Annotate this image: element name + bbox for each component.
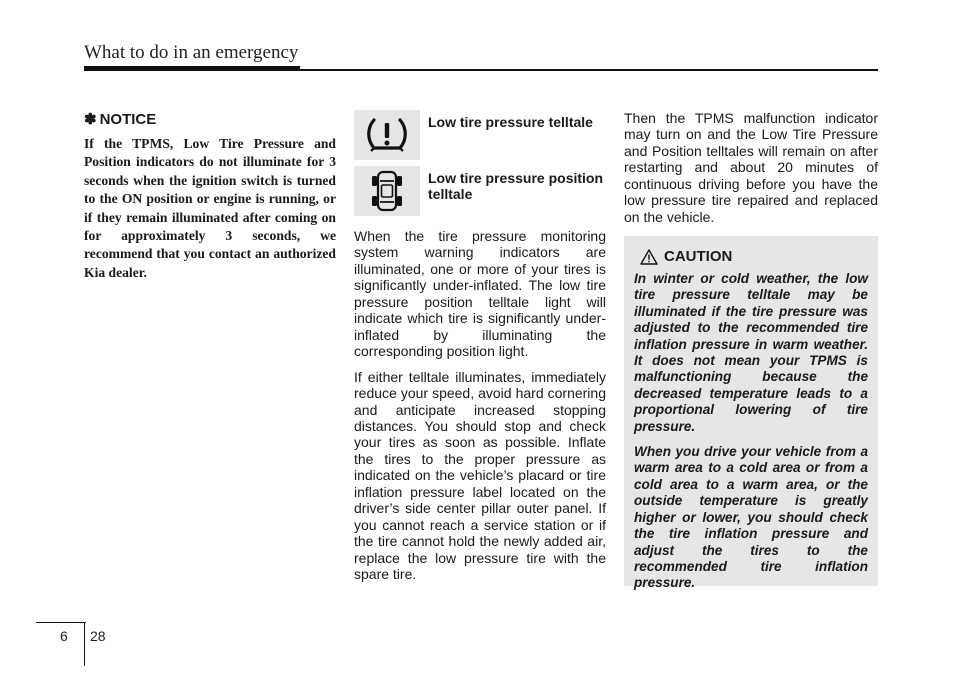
tire-pressure-warning-icon bbox=[354, 110, 420, 160]
paragraph-indicators: When the tire pressure monitoring system warning indicators are illuminated, one or more of your tires is significantly under-inflated. The low tire pressure position telltale light will indicate which tire is significantly under-inflated by illuminating the corresponding position light. bbox=[354, 228, 606, 360]
page-number: 28 bbox=[90, 628, 106, 644]
footer-rule bbox=[36, 622, 86, 623]
footer-divider bbox=[84, 622, 85, 666]
tire-position-car-icon bbox=[354, 166, 420, 216]
caution-heading bbox=[640, 248, 868, 265]
header-rule-thick bbox=[84, 66, 300, 71]
caution-paragraph-temperature-change: When you drive your vehicle from a warm area to a cold area or from a cold area to a warm area, or the outside temperature is greatly higher or lower, you should check the tire inflation pressure and adjust the tires to the recommended tire inflation pressure. bbox=[634, 444, 868, 591]
caution-title: CAUTION bbox=[664, 248, 733, 265]
malfunction-column bbox=[624, 110, 878, 234]
paragraph-malfunction: Then the TPMS malfunction indicator may turn on and the Low Tire Pressure and Position telltales will remain on after restarting and about 20 minutes of continuous driving before you have the low pressure tire repaired and replaced on the vehicle. bbox=[624, 110, 878, 225]
telltale-row-pressure bbox=[354, 110, 606, 162]
chapter-number: 6 bbox=[60, 628, 68, 644]
warning-triangle-icon bbox=[640, 249, 658, 265]
telltale-column bbox=[354, 110, 606, 592]
notice-column bbox=[84, 110, 336, 282]
notice-body: If the TPMS, Low Tire Pressure and Position indicators do not illuminate for 3 seconds when the ignition switch is turned to the ON position or engine is running, or if they remain illuminated after coming on for approximately 3 seconds, we recommend that you contact an authorized Kia dealer. bbox=[84, 136, 336, 280]
notice-title: NOTICE bbox=[99, 110, 157, 128]
paragraph-telltale-action: If either telltale illuminates, immediately reduce your speed, avoid hard cornering and anticipate increased stopping distances. You should stop and check your tires as soon as possible. Inflate the tires to the proper pressure as indicated on the vehicle’s placard or tire inflation pressure label located on the driver’s side center pillar outer panel. If you cannot reach a service station or if the tire cannot hold the newly added air, replace the low pressure tire with the spare tire. bbox=[354, 368, 606, 583]
star-cross-icon: ✽ bbox=[84, 111, 97, 128]
telltale-label-pressure: Low tire pressure telltale bbox=[428, 114, 593, 130]
caution-paragraph-cold-weather: In winter or cold weather, the low tire pressure telltale may be illuminated if the tire pressure was adjusted to the recommended tire inflation pressure in warm weather. It does not mean your TPMS is malfunctioning because the decreased temperature leads to a proportional lowering of tire pressure. bbox=[634, 271, 868, 434]
notice-heading bbox=[84, 110, 336, 128]
telltale-label-position: Low tire pressure position telltale bbox=[428, 170, 604, 202]
header-rule-thin bbox=[300, 69, 878, 71]
telltale-row-position bbox=[354, 166, 606, 218]
header-rule bbox=[84, 66, 878, 72]
section-header-title: What to do in an emergency bbox=[84, 42, 299, 63]
caution-box bbox=[624, 236, 878, 591]
